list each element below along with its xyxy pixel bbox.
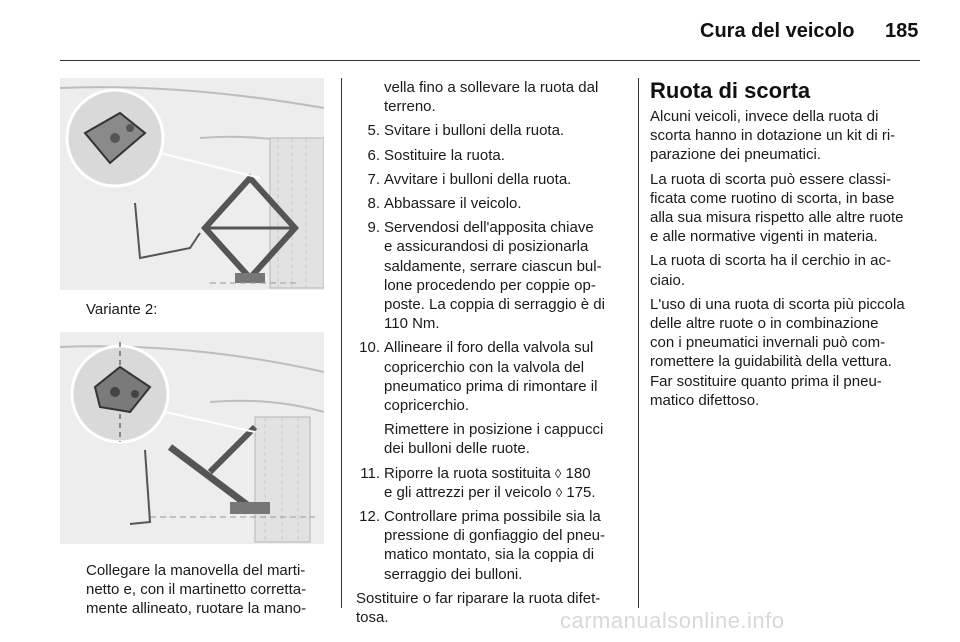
- paragraph: Alcuni veicoli, invece della ruota di scorta hanno in dotazione un kit di ri- parazione dei pneumatici.: [650, 108, 896, 164]
- jack-diagram-2-icon: [60, 332, 324, 544]
- closing-paragraph: Sostituire o far riparare la ruota difet- tosa.: [356, 589, 601, 627]
- step-list: [356, 121, 628, 415]
- crank-instruction-text: Collegare la manovella del marti- netto e, con il martinetto corretta- mente allineato, ruotare la mano-: [86, 562, 307, 618]
- page-title: Cura del veicolo: [700, 20, 855, 42]
- step-11-text: Riporre la ruota sostituita: [384, 464, 555, 482]
- column-1: [60, 78, 324, 619]
- list-item: [356, 194, 628, 213]
- step-text: Allineare il foro della valvola sul copricerchio con la valvola del pneumatico prima di rimontare il copricerchio.: [384, 339, 598, 415]
- step-number: 6.: [367, 146, 380, 164]
- step-continuation: vella fino a sollevare la ruota dal terreno.: [384, 79, 599, 116]
- list-item: [356, 121, 628, 140]
- list-item: [356, 464, 628, 502]
- step-text: [384, 465, 596, 501]
- column-divider-right: [638, 78, 639, 608]
- paragraph: La ruota di scorta può essere classi- ficata come ruotino di scorta, in base alla sua misura rispetto alle altre ruote e alle normative vigenti in materia.: [650, 170, 904, 246]
- step-text: Avvitare i bulloni della ruota.: [384, 170, 572, 188]
- page-number: 185: [885, 20, 919, 42]
- step-text: Sostituire la ruota.: [384, 146, 505, 164]
- figure-caption: Variante 2:: [86, 301, 158, 318]
- paragraph: L'uso di una ruota di scorta più piccola delle altre ruote o in combinazione con i pneumatici invernali può com- romettere la guidabilità della vettura. Far sostituire quanto prima il pneu- matico difettoso.: [650, 295, 905, 409]
- step-number: 10.: [359, 339, 380, 357]
- step-11-ref-text: 180 e gli attrezzi per il veicolo: [384, 464, 591, 501]
- list-item: [356, 170, 628, 189]
- reference-arrow-icon: ◊: [554, 465, 562, 481]
- section-title: Ruota di scorta: [650, 78, 811, 103]
- step-text: Svitare i bulloni della ruota.: [384, 122, 565, 140]
- list-item: [356, 507, 628, 584]
- step-number: 5.: [367, 122, 380, 140]
- step-10-continuation: Rimettere in posizione i cappucci dei bulloni delle ruote.: [384, 421, 604, 458]
- column-divider-left: [341, 78, 342, 608]
- list-item: [356, 218, 628, 333]
- step-11-ref-text-2: 175.: [562, 483, 596, 501]
- step-number: 8.: [367, 195, 380, 213]
- page-header: [0, 0, 960, 62]
- step-number: 7.: [367, 170, 380, 188]
- column-3: [650, 78, 922, 415]
- step-number: 11.: [360, 464, 380, 482]
- reference-arrow-icon: ◊: [555, 484, 563, 500]
- column-2: [356, 78, 628, 627]
- jack-diagram-1-icon: [60, 78, 324, 290]
- crank-instruction: [60, 561, 326, 619]
- step-text: Servendosi dell'apposita chiave e assicurandosi di posizionarla saldamente, serrare ciascun bul- lone procedendo per coppie op- poste. La coppia di serraggio è di 110 Nm.: [384, 219, 605, 333]
- step-text: Abbassare il veicolo.: [384, 195, 522, 213]
- watermark: carmanualsonline.info: [560, 608, 785, 633]
- jack-illustration-variant-1: [60, 78, 324, 290]
- step-number: 12.: [359, 508, 380, 526]
- step-text: Controllare prima possibile sia la pressione di gonfiaggio del pneu- matico montato, sia la coppia di serraggio dei bulloni.: [384, 508, 605, 583]
- header-rule: [60, 60, 920, 61]
- jack-illustration-variant-2: [60, 332, 324, 544]
- list-item: [356, 146, 628, 165]
- list-item: [356, 338, 628, 415]
- paragraph: La ruota di scorta ha il cerchio in ac- ciaio.: [650, 252, 891, 289]
- step-number: 9.: [367, 219, 380, 237]
